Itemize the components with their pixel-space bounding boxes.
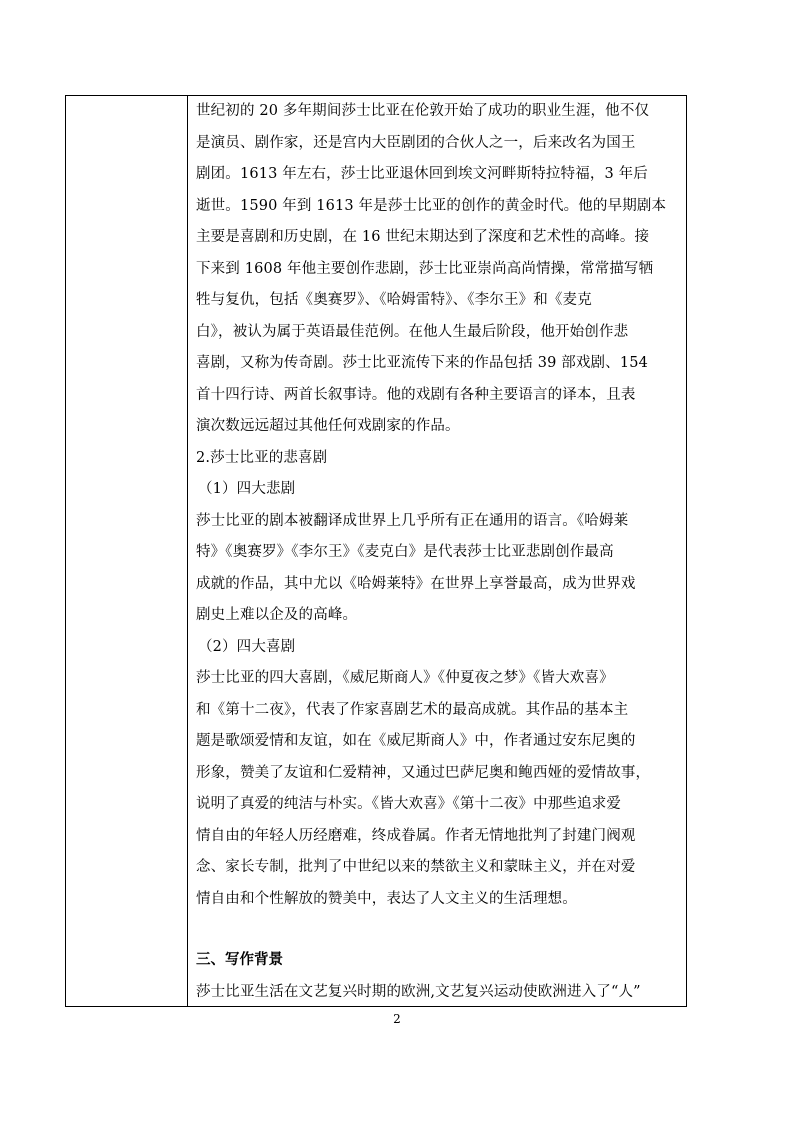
subheading-four-tragedies: （1）四大悲剧: [198, 481, 296, 497]
content-cell: [196, 96, 680, 1008]
paragraph-line: 情自由和个性解放的赞美中，表达了人文主义的生活理想。: [196, 890, 577, 907]
blank-line: [196, 915, 680, 945]
document-table: [65, 95, 687, 1007]
column-divider: [187, 96, 188, 1006]
subheading-tragicomedy: 2.莎士比亚的悲喜剧: [196, 449, 328, 466]
paragraph-line: 主要是喜剧和历史剧，在 16 世纪末期达到了深度和艺术性的高峰。接: [196, 229, 650, 245]
page-number: 2: [393, 1012, 401, 1026]
paragraph-line: 特》《奥赛罗》《李尔王》《麦克白》是代表莎士比亚悲剧创作最高: [196, 544, 614, 560]
paragraph-line: 牲与复仇，包括《奥赛罗》、《哈姆雷特》、《李尔王》和《麦克: [196, 292, 592, 308]
paragraph-line: 剧团。1613 年左右，莎士比亚退休回到埃文河畔斯特拉特福，3 年后: [196, 166, 648, 182]
paragraph-line: 世纪初的 20 多年期间莎士比亚在伦敦开始了成功的职业生涯，他不仅: [196, 103, 650, 119]
paragraph-line: 念、家长专制，批判了中世纪以来的禁欲主义和蒙昧主义，并在对爱: [196, 859, 636, 875]
paragraph-line: 莎士比亚的剧本被翻译成世界上几乎所有正在通用的语言。《哈姆莱: [196, 512, 629, 529]
paragraph-line: 和《第十二夜》，代表了作家喜剧艺术的最高成就。其作品的基本主: [196, 701, 629, 718]
paragraph-line: 逝世。1590 年到 1613 年是莎士比亚的创作的黄金时代。他的早期剧本: [196, 197, 667, 214]
paragraph-line: 成就的作品，其中尤以《哈姆莱特》在世界上享誉最高，成为世界戏: [196, 575, 636, 592]
paragraph-line: 莎士比亚的四大喜剧，《威尼斯商人》《仲夏夜之梦》《皆大欢喜》: [196, 670, 614, 686]
subheading-four-comedies: （2）四大喜剧: [198, 638, 296, 655]
paragraph-line: 说明了真爱的纯洁与朴实。《皆大欢喜》《第十二夜》中那些追求爱: [196, 796, 621, 812]
paragraph-line: 首十四行诗、两首长叙事诗。他的戏剧有各种主要语言的译本，且表: [196, 386, 636, 403]
paragraph-line: 是演员、剧作家，还是宫内大臣剧团的合伙人之一，后来改名为国王: [196, 134, 636, 151]
paragraph-line: 形象，赞美了友谊和仁爱精神，又通过巴萨尼奥和鲍西娅的爱情故事，: [196, 764, 651, 781]
paragraph-line: 喜剧，又称为传奇剧。莎士比亚流传下来的作品包括 39 部戏剧、154: [196, 355, 648, 371]
paragraph-line: 莎士比亚生活在文艺复兴时期的欧洲,文艺复兴运动使欧洲进入了“人”: [196, 983, 641, 1000]
section-heading: 三、写作背景: [196, 952, 283, 968]
paragraph-line: 白》，被认为属于英语最佳范例。在他人生最后阶段，他开始创作悲: [196, 323, 629, 340]
paragraph-line: 情自由的年轻人历经磨难，终成眷属。作者无情地批判了封建门阀观: [196, 827, 636, 844]
paragraph-line: 剧史上难以企及的高峰。: [196, 607, 358, 623]
paragraph-line: 演次数远远超过其他任何戏剧家的作品。: [196, 418, 460, 434]
paragraph-line: 题是歌颂爱情和友谊，如在《威尼斯商人》中，作者通过安东尼奥的: [196, 733, 636, 749]
paragraph-line: 下来到 1608 年他主要创作悲剧，莎士比亚崇尚高尚情操，常常描写牺: [196, 260, 654, 277]
